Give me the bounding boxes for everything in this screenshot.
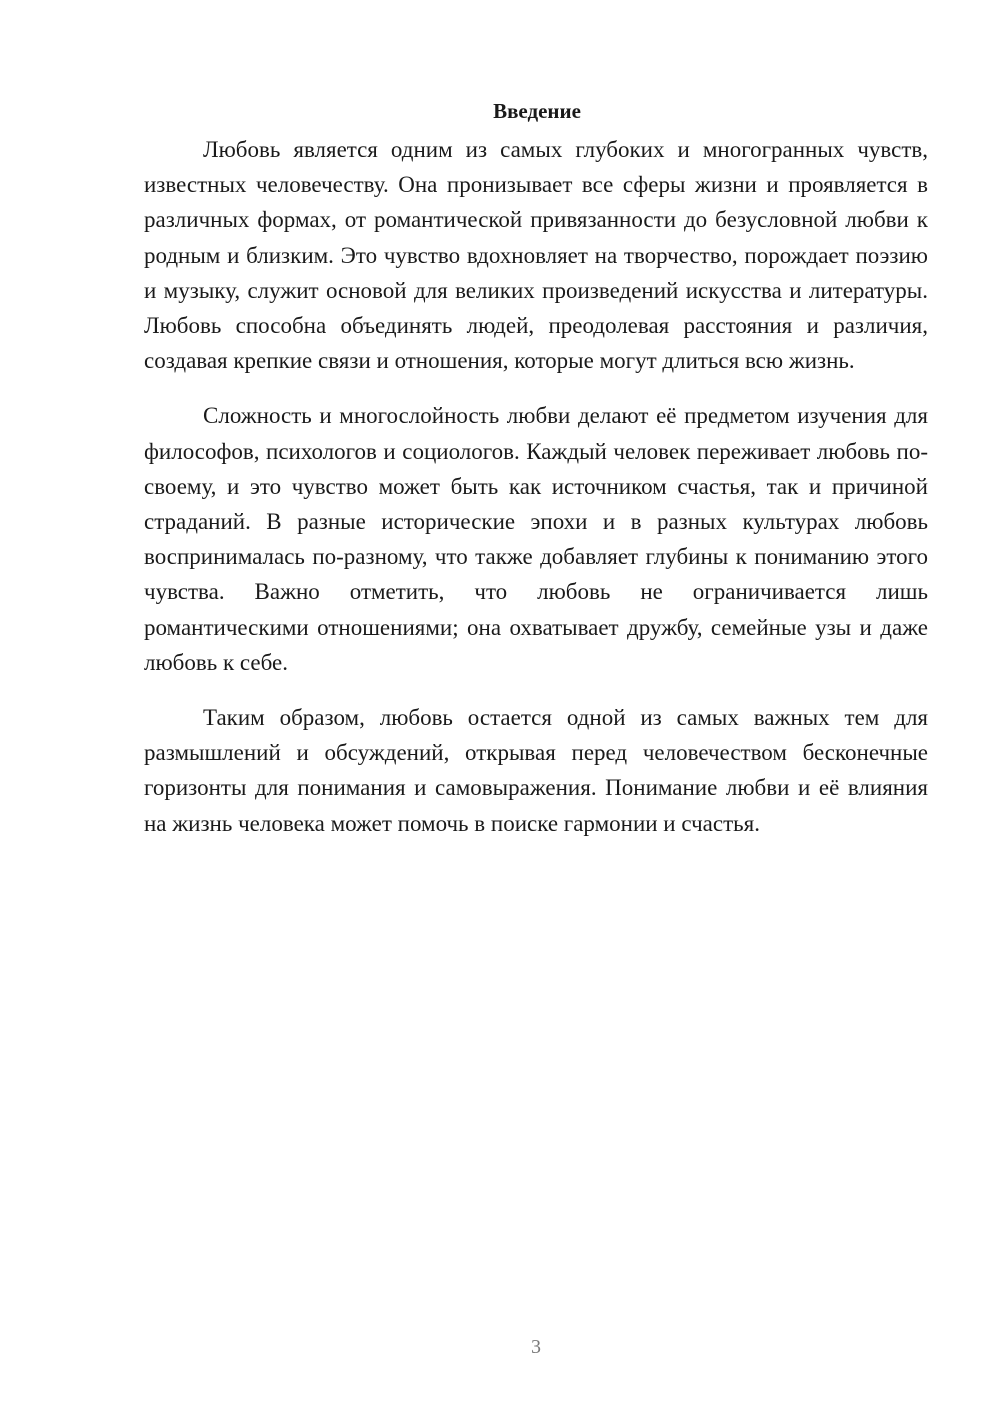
section-heading: Введение: [493, 99, 581, 123]
paragraph-2: Сложность и многослойность любви делают её предметом изучения для философов, психологов и социологов. Каждый человек переживает любовь по-своему, и это чувство может быть как источником счастья, так и причиной страданий. В разные исторические эпохи и в разных культурах любовь воспринималась по-разному, что также добавляет глубины к пониманию этого чувства. Важно отметить, что любовь не ограничивается лишь романтическими отношениями; она охватывает дружбу, семейные узы и даже любовь к себе.: [144, 403, 928, 675]
page-content: [144, 96, 928, 841]
page-number: 3: [531, 1336, 541, 1358]
paragraph-3: Таким образом, любовь остается одной из самых важных тем для размышлений и обсуждений, открывая перед человечеством бесконечные горизонты для понимания и самовыражения. Понимание любви и её влияния на жизнь человека может помочь в поиске гармонии и счастья.: [144, 705, 928, 836]
paragraph-1: Любовь является одним из самых глубоких и многогранных чувств, известных человечеству. Она пронизывает все сферы жизни и проявляется в различных формах, от романтической привязанности до безусловной любви к родным и близким. Это чувство вдохновляет на творчество, порождает поэзию и музыку, служит основой для великих произведений искусства и литературы. Любовь способна объединять людей, преодолевая расстояния и различия, создавая крепкие связи и отношения, которые могут длиться всю жизнь.: [144, 137, 928, 374]
